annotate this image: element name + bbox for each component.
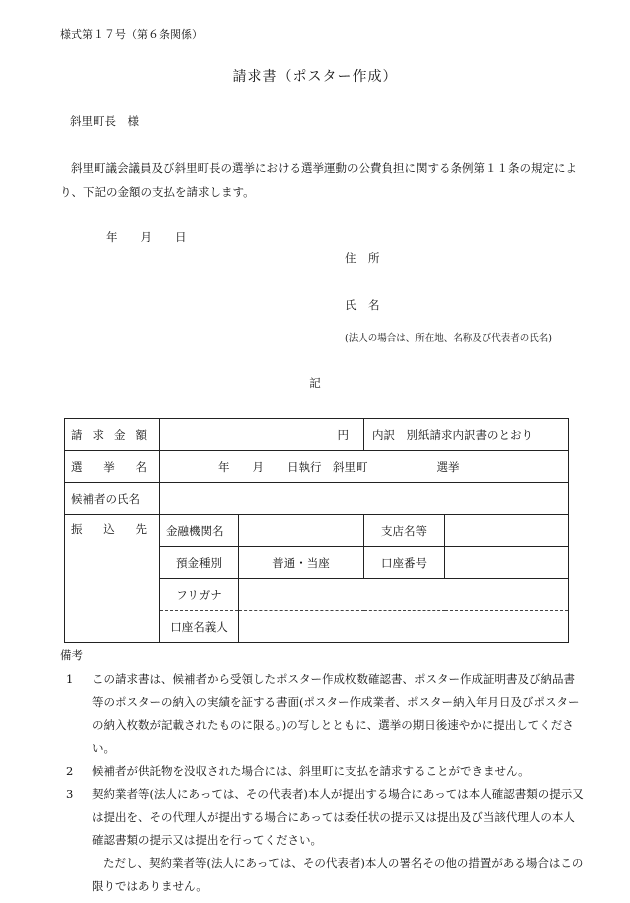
request-body-text: 斜里町議会議員及び斜里町長の選挙における選挙運動の公費負担に関する条例第１１条の規定により、下記の金額の支払を請求します。: [60, 161, 577, 199]
candidate-label: 候補者の氏名: [65, 483, 160, 515]
corporation-note: (法人の場合は、所在地、名称及び代表者の氏名): [345, 333, 552, 344]
amount-label: 請 求 金 額: [65, 419, 160, 451]
amount-row: [65, 419, 569, 451]
branch-label: 支店名等: [364, 515, 445, 547]
furigana-field[interactable]: [239, 579, 569, 611]
candidate-row: [65, 483, 569, 515]
furigana-label: フリガナ: [160, 579, 239, 611]
account-holder-label: 口座名義人: [160, 611, 239, 643]
ki-heading: 記: [309, 376, 321, 390]
document-title: 請求書（ポスター作成）: [232, 69, 398, 85]
election-value[interactable]: 年 月 日執行 斜里町 選挙: [160, 451, 569, 483]
remark-item: 2 候補者が供託物を没収された場合には、斜里町に支払を請求することができません。: [66, 764, 530, 778]
candidate-name-field[interactable]: [160, 483, 569, 515]
deposit-type-label: 預金種別: [160, 547, 239, 579]
bank-row: [65, 515, 569, 547]
addressee: 斜里町長 様: [70, 114, 139, 128]
deposit-type-value[interactable]: 普通・当座: [239, 547, 364, 579]
name-label: 氏 名: [345, 298, 380, 312]
form-number: 様式第１７号（第６条関係）: [60, 28, 203, 41]
remark-item: 3 契約業者等(法人にあっては、その代表者)本人が提出する場合にあっては本人確認書類の提示又は提出を、その代理人が提出する場合にあっては委任状の提示又は提出及び当該代理人の本人確認書類の提示又は提出を行ってください。: [66, 787, 584, 847]
election-label: 選 挙 名: [65, 451, 160, 483]
account-number-field[interactable]: [445, 547, 569, 579]
date-line: 年 月 日: [106, 230, 187, 244]
yen-unit: 円: [337, 427, 349, 442]
remark-item: 1 この請求書は、候補者から受領したポスター作成枚数確認書、ポスター作成証明書及び納品書等のポスターの納入の実績を証する書面(ポスター作成業者、ポスター納入年月日及びポスターの納入枚数が記載されたものに限る。)の写しとともに、選挙の期日後速やかに提出してください。: [66, 672, 580, 755]
breakdown-note: 内訳 別紙請求内訳書のとおり: [364, 419, 569, 451]
remarks-heading: 備考: [60, 648, 83, 662]
remark-proviso: ただし、契約業者等(法人にあっては、その代表者)本人の署名その他の措置がある場合はこの限りではありません。: [92, 856, 584, 893]
account-number-label: 口座番号: [364, 547, 445, 579]
address-label: 住 所: [345, 251, 380, 265]
bank-name-field[interactable]: [239, 515, 364, 547]
account-holder-field[interactable]: [239, 611, 569, 643]
remarks-list: [66, 668, 586, 898]
transfer-label: 振 込 先: [65, 515, 160, 643]
bank-name-label: 金融機関名: [160, 515, 239, 547]
amount-field[interactable]: [160, 419, 364, 451]
request-table: [64, 418, 569, 643]
election-row: [65, 451, 569, 483]
branch-field[interactable]: [445, 515, 569, 547]
